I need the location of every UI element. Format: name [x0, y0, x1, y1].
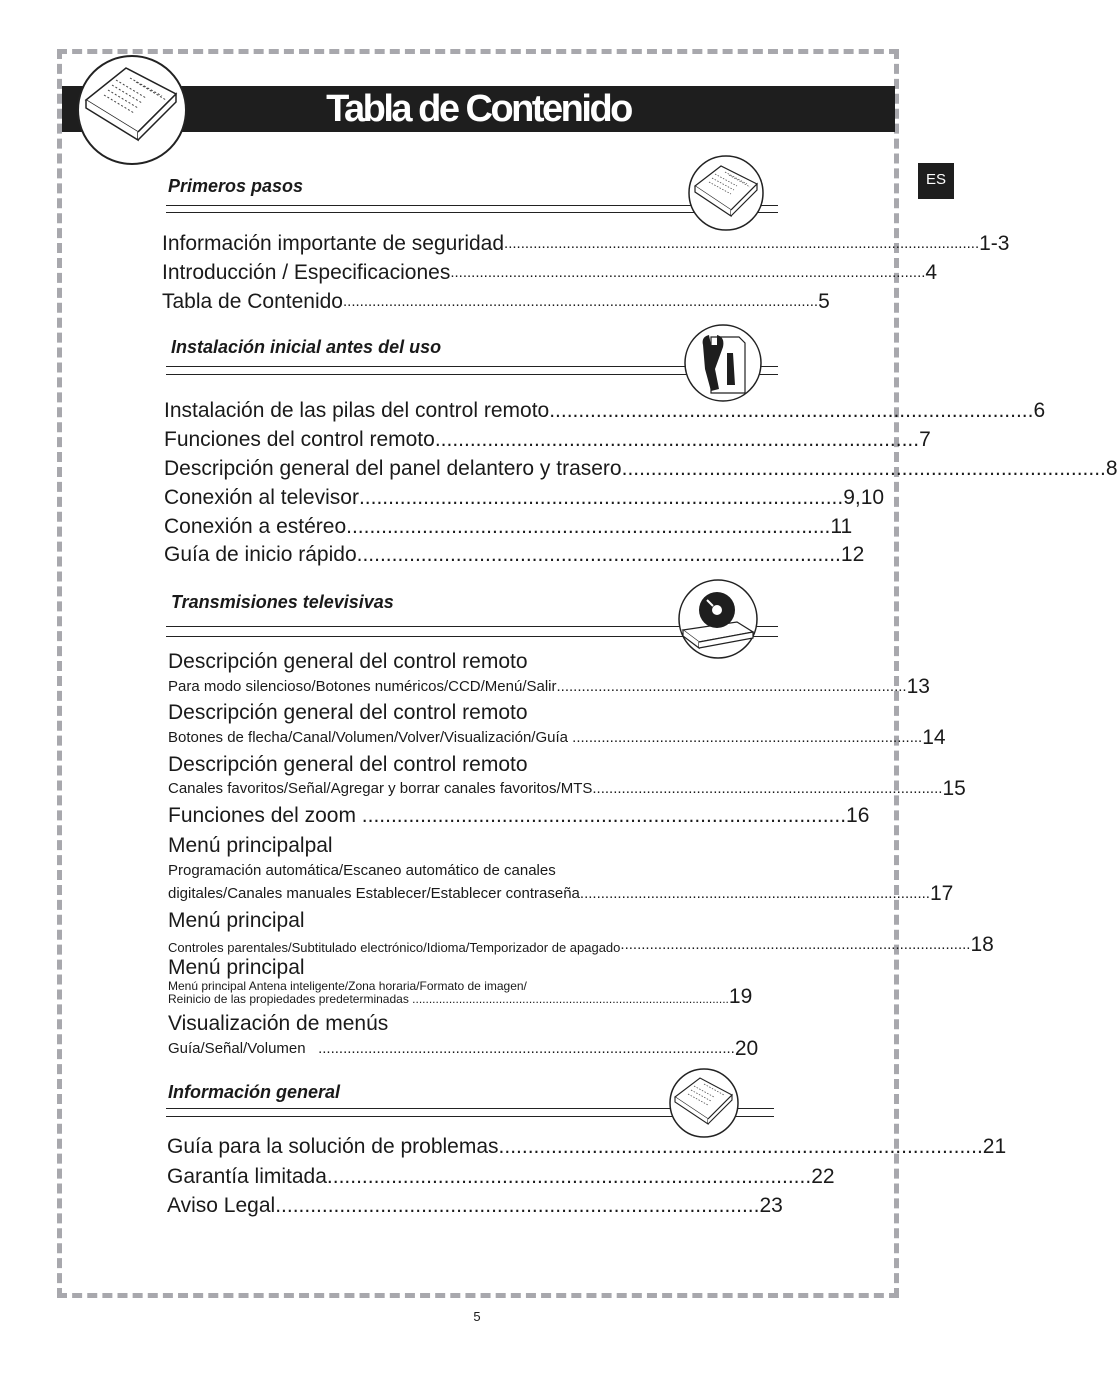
toc-entry[interactable]: Conexión al televisor ................................................................................... 9,10 — [164, 486, 885, 509]
toc-entry[interactable]: Conexión a estéreo ................................................................................... 11 — [164, 515, 853, 538]
toc-entry[interactable]: Para modo silencioso/Botones numéricos/CCD/Menú/Salir .................................................................................... 13 — [168, 675, 930, 698]
open-book-icon — [668, 1067, 740, 1139]
toc-entry[interactable]: Funciones del zoom ................................................................................... 16 — [168, 804, 870, 827]
toc-entry[interactable]: Guía/Señal/Volumen .................................................................................................... 20 — [168, 1037, 759, 1060]
toc-entry[interactable]: Descripción general del panel delantero y trasero ................................................................................... 8 — [164, 457, 1118, 480]
page-number: 5 — [473, 1309, 481, 1324]
open-book-icon — [687, 154, 765, 232]
toc-entry[interactable]: Guía para la solución de problemas ................................................................................... 21 — [167, 1135, 1007, 1158]
toc-heading: Menú principal — [168, 909, 305, 932]
section-title: Instalación inicial antes del uso — [171, 337, 442, 357]
toc-entry[interactable]: Introducción / Especificaciones .................................................................................................................. 4 — [162, 261, 938, 284]
toc-entry[interactable]: digitales/Canales manuales Establecer/Establecer contraseña .................................................................................... 17 — [168, 882, 954, 905]
page-title: Tabla de Contenido — [326, 88, 631, 130]
toc-entry[interactable]: Tabla de Contenido .................................................................................................................. 5 — [162, 290, 830, 313]
toc-entry[interactable]: Información importante de seguridad .................................................................................................................. 1-3 — [162, 232, 1010, 255]
toc-entry[interactable]: Funciones del control remoto ................................................................................... 7 — [164, 428, 931, 451]
toc-subline: Programación automática/Escaneo automático de canales — [168, 862, 556, 879]
toc-entry[interactable]: Guía de inicio rápido ................................................................................... 12 — [164, 543, 865, 566]
section-title: Información general — [168, 1082, 341, 1102]
disc-player-icon — [677, 578, 759, 660]
toc-entry[interactable]: Garantía limitada ................................................................................... 22 — [167, 1165, 835, 1188]
toc-entry[interactable]: Reinicio de las propiedades predeterminadas ............................................................................................... 19 — [168, 985, 753, 1008]
open-book-icon — [76, 54, 188, 166]
toc-heading: Descripción general del control remoto — [168, 753, 528, 776]
toc-heading: Menú principalpal — [168, 834, 333, 857]
section-title: Transmisiones televisivas — [171, 592, 394, 612]
toc-entry[interactable]: Botones de flecha/Canal/Volumen/Volver/Visualización/Guía .................................................................................... 14 — [168, 726, 946, 749]
section-title: Primeros pasos — [168, 176, 304, 196]
toc-entry[interactable]: Controles parentales/Subtitulado electrónico/Idioma/Temporizador de apagado .................................................................................... 18 — [168, 933, 994, 956]
toc-heading: Descripción general del control remoto — [168, 650, 528, 673]
tools-icon — [683, 323, 763, 403]
toc-entry[interactable]: Canales favoritos/Señal/Agregar y borrar canales favoritos/MTS .................................................................................... 15 — [168, 777, 966, 800]
toc-entry[interactable]: Aviso Legal ................................................................................... 23 — [167, 1194, 783, 1217]
toc-entry[interactable]: Instalación de las pilas del control remoto ................................................................................... 6 — [164, 399, 1046, 422]
language-tab: ES — [918, 163, 954, 199]
toc-subline: Menú principal Antena inteligente/Zona horaria/Formato de imagen/ — [168, 979, 527, 993]
toc-heading: Descripción general del control remoto — [168, 701, 528, 724]
toc-heading: Menú principal — [168, 956, 305, 979]
toc-heading: Visualización de menús — [168, 1012, 389, 1035]
